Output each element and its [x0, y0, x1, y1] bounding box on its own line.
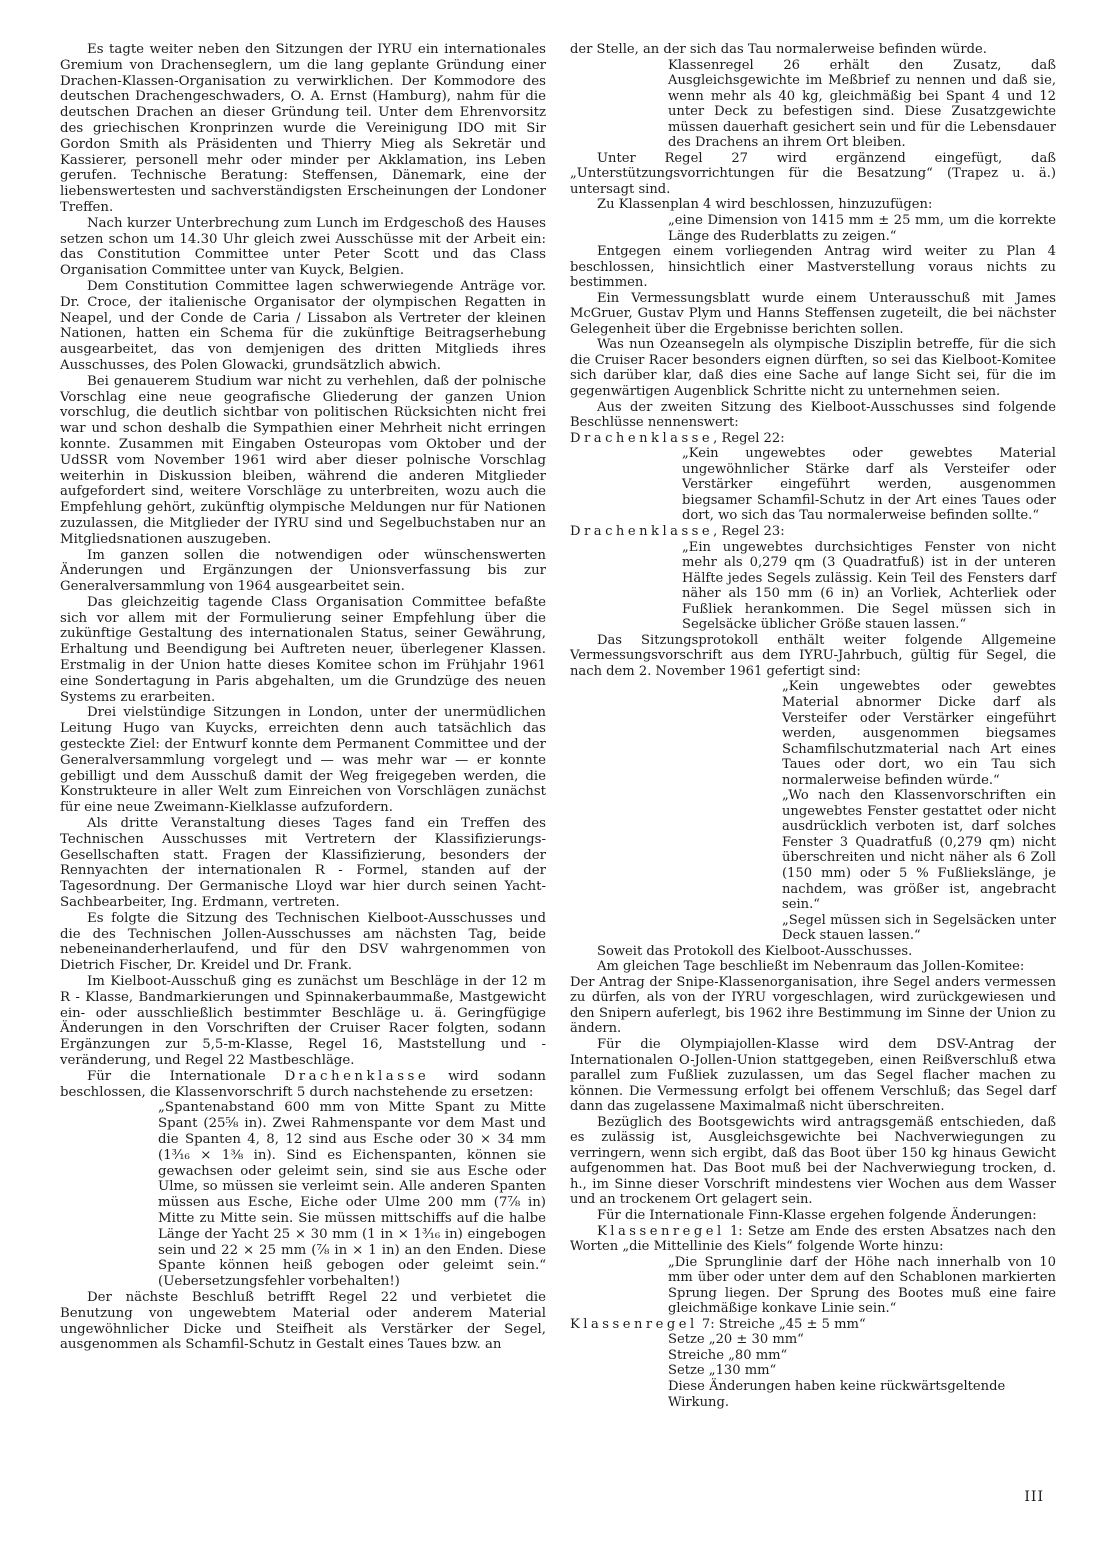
paragraph-ozeansegeln: Was nun Ozeansegeln als olympische Disziplin betreffe, für die sich die Cruiser Racer besonders eignen dürften, so sei das Kielboot-Komitee sich darüber klar, daß dies eine Sache auf lange Sicht sei, für die im gegenwärtigen Augenblick Schritte nicht zu unternehmen seien.	[570, 337, 1056, 400]
page-number: III	[1024, 1489, 1044, 1505]
quote-allgemein-fenster: „Wo nach den Klassenvorschriften ein ungewebtes Fenster gestattet oder nicht ausdrücklich verboten ist, darf solches Fenster 3 Quadratfuß (0,279 qm) nicht überschreiten und nicht näher als 6 Zoll (150 mm) oder 5 % Fußliekslänge, je nachdem, was größer ist, angebracht sein.“	[782, 788, 1056, 913]
quote-allgemein-segelsaecke: „Segel müssen sich in Segelsäcken unter Deck stauen lassen.“	[782, 912, 1056, 944]
quote-sprunglinie: „Die Sprunglinie darf der Höhe nach innerhalb von 10 mm über oder unter dem auf den Schablonen markierten Sprung liegen. Der Sprung des Bootes muß eine faire gleichmäßige konkave Linie sein.“	[668, 1254, 1056, 1317]
quote-drachen-regel-22: „Kein ungewebtes oder gewebtes Material ungewöhnlicher Stärke darf als Versteifer oder Verstärker eingeführt werden, ausgenommen biegsamer Schamfil-Schutz in der Art eines Taues oder dort, wo sich das Tau normalerweise befinden sollte.“	[682, 446, 1056, 524]
paragraph-second-session: Aus der zweiten Sitzung des Kielboot-Ausschusses sind folgende Beschlüsse nennenswert:	[570, 399, 1056, 431]
line-no-retroactive-effect: Diese Änderungen haben keine rückwärtsgeltende Wirkung.	[668, 1379, 1006, 1410]
paragraph-polish-proposal: Bei genauerem Studium war nicht zu verhehlen, daß der polnische Vorschlag eine neue geografische Gliederung der ganzen Union vorschlug, die deutlich sichtbar von politischen Rücksichten nicht frei war und schon deshalb die Sympathien einer Mehrheit nicht erringen konnte. Zusammen mit Eingaben Osteuropas vom Oktober und der UdSSR vom November 1961 wird aber dieser polnische Vorschlag weiterhin in Diskussion bleiben, während die anderen Mitglieder aufgefordert sind, weitere Vorschläge zu unterbreiten, wozu auch die Empfehlung gehört, zukünftig olympische Meldungen nur für Nationen zuzulassen, die Mitglieder der IYRU sind und Segelbuchstaben nur an Mitgliedsnationen auszugeben.	[60, 373, 546, 547]
paragraph-klassenregel-7: Klassenregel 7: Streiche „45 ± 5 mm“	[570, 1316, 866, 1332]
label-drachen-regel-22: Drachenklasse, Regel 22:	[570, 430, 785, 446]
paragraph-klassenplan-4: Zu Klassenplan 4 wird beschlossen, hinzuzufügen:	[597, 197, 933, 213]
paragraph-ido-founding: Es tagte weiter neben den Sitzungen der IYRU ein internationales Gremium von Drachenseglern, um die lang geplante Gründung einer Drachen-Klassen-Organisation zu verwirklichen. Der Kommodore des deutschen Drachengeschwaders, O. A. Ernst (Hamburg), nahm für die deutschen Drachen an dieser Gründung teil. Unter dem Ehrenvorsitz des griechischen Kronprinzen wurde die Vereinigung IDO mit Sir Gordon Smith als Präsidenten und Thierry Mieg als Sekretär und Kassierer, personell mehr oder minder per Akklamation, ins Leben gerufen. Technische Beratung: Steffensen, Dänemark, eine der liebenswertesten und sachverständigsten Erscheinungen der Londoner Treffen.	[60, 42, 546, 215]
line-streiche-80: Streiche „80 mm“	[668, 1347, 788, 1363]
paragraph-protokoll: Das Sitzungsprotokoll enthält weiter folgende Allgemeine Vermessungsvorschrift aus dem IYRU-Jahrbuch, gültig für Segel, die nach dem 2. November 1961 gefertigt sind:	[570, 632, 1056, 679]
paragraph-klassenregel-1: Klassenregel 1: Setze am Ende des ersten Absatzes nach den Worten „die Mittellinie des Kiels“ folgende Worte hinzu:	[570, 1223, 1056, 1255]
right-column	[570, 42, 1056, 1410]
quote-plan-4-dimension: „eine Dimension von 1415 mm ± 25 mm, um die korrekte Länge des Ruderblatts zu zeigen.“	[668, 213, 1056, 244]
paragraph-constitution: Dem Constitution Committee lagen schwerwiegende Anträge vor. Dr. Croce, der italienische Organisator der olympischen Regatten in Neapel, und der Conde de Caria / Lissabon als Vertreter der kleinen Nationen, hatten ein Schema für die zukünftige Beitragserhebung ausgearbeitet, das von demjenigen des dritten Mitglieds ihres Ausschusses, des Polen Glowacki, grundsätzlich abwich.	[60, 278, 546, 373]
paragraph-jollen-komitee: Am gleichen Tage beschließt im Nebenraum das Jollen-Komitee:	[597, 959, 1025, 975]
paragraph-technical-committees: Es folgte die Sitzung des Technischen Kielboot-Ausschusses und die des Technischen Jollen-Ausschusses am nächsten Tag, beide nebeneinanderherlaufend, und für den DSV wahrgenommen von Dietrich Fischer, Dr. Kreidel und Dr. Frank.	[60, 910, 546, 974]
paragraph-constitution-changes: Im ganzen sollen die notwendigen oder wünschenswerten Änderungen und Ergänzungen der Unionsverfassung bis zur Generalversammlung von 1964 ausgearbeitet sein.	[60, 547, 546, 595]
paragraph-london-sessions: Drei vielstündige Sitzungen in London, unter der unermüdlichen Leitung Hugo van Kuycks, erreichten denn auch tatsächlich das gesteckte Ziel: der Entwurf konnte dem Permanent Committee und der Generalversammlung vorgelegt und — was mehr war — er konnte gebilligt und dem Ausschuß damit der Weg freigegeben werden, die Konstrukteure in aller Welt zum Einreichen von Vorschlägen zunächst für eine neue Zweimann-Kielklasse aufzufordern.	[60, 705, 546, 816]
paragraph-kielboot-fittings: Im Kielboot-Ausschuß ging es zunächst um Beschläge in der 12 m R - Klasse, Bandmarkierungen und Spinnakerbaummaße, Mastgewicht ein- oder ausschließlich bestimmter Beschläge u. ä. Geringfügige Änderungen in den Vorschriften der Cruiser Racer folgten, sodann Ergänzungen zur 5,5-m-Klasse, Regel 16, Maststellung und -veränderung, und Regel 22 Mastbeschläge.	[60, 974, 546, 1068]
quote-allgemein-material: „Kein ungewebtes oder gewebtes Material abnormer Dicke darf als Versteifer oder Verstärker eingeführt werden, ausgenommen biegsames Schamfilschutzmaterial nach Art eines Taues oder dort, wo ein Tau sich normalerweise befinden würde.“	[782, 679, 1056, 788]
paragraph-bootsgewicht: Bezüglich des Bootsgewichts wird antragsgemäß entschieden, daß es zulässig ist, Ausgleichsgewichte bei Nachverwiegungen zu verringern, wenn sich ergibt, daß das Boot über 150 kg hinaus Gewicht aufgenommen hat. Das Boot muß bei der Nachverwiegung trocken, d. h., im Sinne dieser Vorschrift mindestens vier Wochen aus dem Wasser und an trockenem Ort gelagert sein.	[570, 1114, 1056, 1208]
line-setze-130: Setze „130 mm“	[668, 1363, 777, 1379]
paragraph-vermessungsblatt: Ein Vermessungsblatt wurde einem Unterausschuß mit James McGruer, Gustav Plym und Hanns Steffensen zugeteilt, die bei nächster Gelegenheit über die Ergebnisse berichten sollen.	[570, 290, 1056, 337]
paragraph-mastverstellung: Entgegen einem vorliegenden Antrag wird weiter zu Plan 4 beschlossen, hinsichtlich einer Mastverstellung voraus nichts zu bestimmen.	[570, 244, 1056, 291]
paragraph-klassenregel-26: Klassenregel 26 erhält den Zusatz, daß Ausgleichsgewichte im Meßbrief zu nennen und daß sie, wenn mehr als 40 kg, gleichmäßig bei Spant 4 und 12 unter Deck zu befestigen sind. Diese Zusatzgewichte müssen dauerhaft gesichert sein und für die Lebensdauer des Drachens an ihrem Ort bleiben.	[668, 57, 1056, 151]
paragraph-committees: Nach kurzer Unterbrechung zum Lunch im Erdgeschoß des Hauses setzen schon um 14.30 Uhr gleich zwei Ausschüsse mit der Arbeit ein: das Constitution Committee unter Peter Scott und das Class Organisation Committee unter van Kuyck, Belgien.	[60, 215, 546, 279]
paragraph-class-organisation: Das gleichzeitig tagende Class Organisation Committee befaßte sich vor allem mit der Formulierung seiner Empfehlung über die zukünftige Gestaltung des internationalen Status, seiner Gewährung, Erhaltung und Beendigung bei Auftreten neuer, überlegener Klassen. Erstmalig in der Union hatte dieses Komitee schon im Frühjahr 1961 eine Sondertagung in Paris abgehalten, um die Grundzüge des neuen Systems zu erarbeiten.	[60, 594, 546, 705]
paragraph-snipe: Der Antrag der Snipe-Klassenorganisation, ihre Segel anders vermessen zu dürfen, als von der IYRU vorgeschlagen, wird zurückgewiesen und den Snipern auferlegt, bis 1962 ihre Bestimmung im Sinne der Union zu ändern.	[570, 974, 1056, 1037]
label-drachen-regel-23: Drachenklasse, Regel 23:	[570, 523, 785, 539]
paragraph-classification: Als dritte Veranstaltung dieses Tages fand ein Treffen des Technischen Ausschusses mit Vertretern der Klassifizierungs-Gesellschaften statt. Fragen der Klassifizierung, besonders der Rennyachten der internationalen R - Formel, standen auf der Tagesordnung. Der Germanische Lloyd war hier durch seinen Yacht-Sachbearbeiter, Ing. Erdmann, vertreten.	[60, 816, 546, 911]
paragraph-finn-klasse: Für die Internationale Finn-Klasse ergehen folgende Änderungen:	[597, 1208, 1037, 1224]
quote-spantenabstand: „Spantenabstand 600 mm von Mitte Spant zu Mitte Spant (25⅝ in). Zwei Rahmenspante vor dem Mast und die Spanten 4, 8, 12 sind aus Esche oder 30 × 34 mm (1³⁄₁₆ × 1⅜ in). Sind es Eichenspanten, können sie gewachsen oder geleimt sein, sind sie aus Esche oder Ulme, so müssen sie verleimt sein. Alle anderen Spanten müssen aus Esche, Eiche oder Ulme 200 mm (7⅞ in) Mitte zu Mitte sein. Sie müssen mittschiffs auf die halbe Länge der Yacht 25 × 30 mm (1 in × 1³⁄₁₆ in) eingebogen sein und 22 × 25 mm (⅞ in × 1 in) an den Enden. Diese Spante können heiß gebogen oder geleimt sein.“ (Uebersetzungsfehler vorbehalten!)	[158, 1100, 546, 1290]
line-setze-20: Setze „20 ± 30 mm“	[668, 1332, 804, 1348]
left-column	[60, 42, 546, 1353]
quote-drachen-regel-23: „Ein ungewebtes durchsichtiges Fenster von nicht mehr als 0,279 qm (3 Quadratfuß) ist in der unteren Hälfte jedes Segels zulässig. Kein Teil des Fensters darf näher als 150 mm (6 in) an Vorliek, Achterliek oder Fußliek herankommen. Die Segel müssen sich in Segelsäcke üblicher Größe stauen lassen.“	[682, 539, 1056, 633]
paragraph-olympiajolle: Für die Olympiajollen-Klasse wird dem DSV-Antrag der Internationalen O-Jollen-Union stattgegeben, einen Reißverschluß etwa parallel zum Fußliek zuzulassen, um das Segel flacher machen zu können. Die Vermessung erfolgt bei offenem Verschluß; das Segel darf dann das zugelassene Maximalmaß nicht überschreiten.	[570, 1037, 1056, 1115]
paragraph-regel-27: Unter Regel 27 wird ergänzend eingefügt, daß „Unterstützungsvorrichtungen für die Besatzung“ (Trapez u. ä.) untersagt sind.	[570, 150, 1056, 197]
paragraph-regel-22: Der nächste Beschluß betrifft Regel 22 und verbietet die Benutzung von ungewebtem Material oder anderem Material ungewöhnlicher Dicke und Steifheit als Verstärker der Segel, ausgenommen als Schamfil-Schutz in Gestalt eines Taues bzw. an	[60, 1289, 546, 1353]
paragraph-continuation: der Stelle, an der sich das Tau normalerweise befinden würde.	[570, 42, 987, 57]
paragraph-drachen-intro: Für die Internationale Drachenklasse wird sodann beschlossen, die Klassenvorschrift 5 durch nachstehende zu ersetzen:	[60, 1068, 546, 1100]
paragraph-protokoll-end: Soweit das Protokoll des Kielboot-Ausschusses.	[597, 943, 913, 959]
